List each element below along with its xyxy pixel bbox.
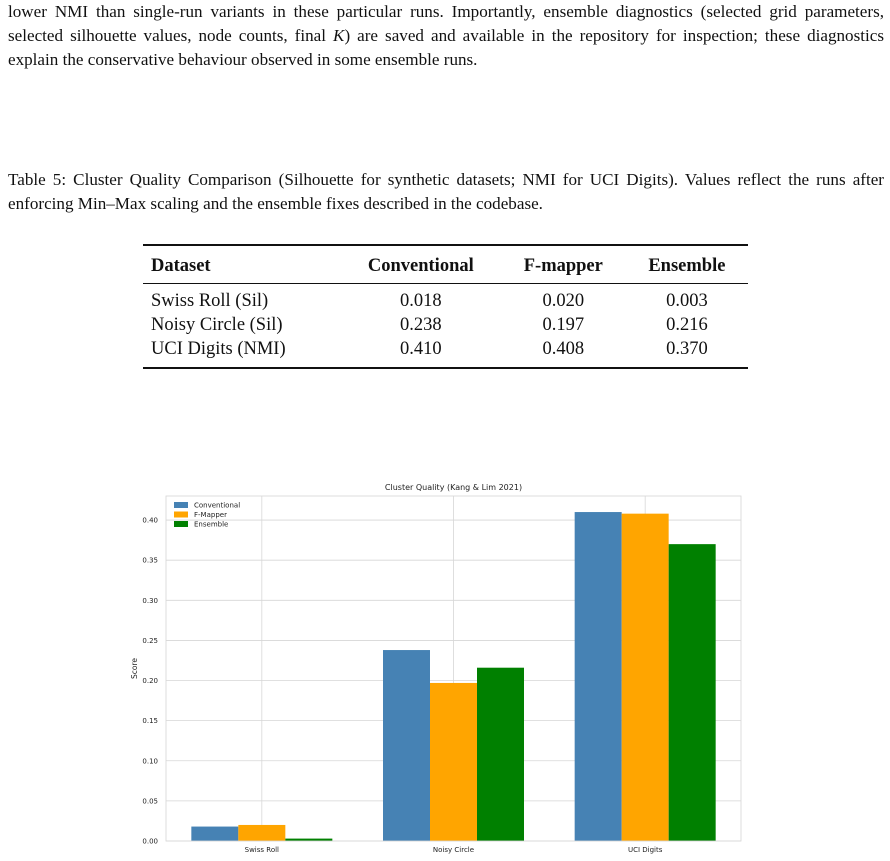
table-cell: 0.020: [542, 291, 585, 311]
table-cell: 0.238: [400, 315, 442, 335]
header-conventional: Conventional: [341, 245, 501, 284]
table-cell: 0.216: [666, 315, 708, 335]
y-tick-label: 0.20: [142, 677, 158, 686]
body-paragraph: [8, 0, 884, 72]
table-cell: 0.410: [400, 339, 442, 359]
table-cell: 0.003: [666, 291, 708, 311]
table-cell: UCI Digits (NMI): [151, 339, 286, 359]
y-tick-label: 0.35: [142, 556, 158, 565]
legend-label: Conventional: [194, 501, 241, 510]
table-cell: 0.197: [542, 315, 585, 335]
table-cell: 0.408: [542, 339, 585, 359]
header-dataset: Dataset: [143, 245, 341, 284]
y-tick-label: 0.25: [142, 636, 158, 645]
cluster-quality-chart: [0, 470, 890, 861]
y-tick-label: 0.15: [142, 717, 158, 726]
paragraph-k-variable: K: [333, 26, 345, 45]
bar-f-mapper: [622, 514, 669, 841]
legend-swatch: [174, 512, 188, 518]
bar-conventional: [191, 827, 238, 841]
legend-label: F-Mapper: [194, 511, 227, 519]
x-tick-label: UCI Digits: [627, 846, 663, 854]
header-ensemble: Ensemble: [626, 245, 748, 284]
bar-ensemble: [669, 544, 716, 841]
y-tick-label: 0.05: [142, 797, 158, 806]
bar-conventional: [383, 650, 430, 841]
legend-label: Ensemble: [194, 520, 229, 529]
bar-f-mapper: [430, 683, 477, 841]
paragraph-text-1: lower NMI than single-run variants in these particular runs. Importantly, ensemble diagnostics (selected grid parameters, selected silhouette values, node counts, final: [8, 2, 884, 45]
legend-swatch: [174, 521, 188, 527]
legend-swatch: [174, 502, 188, 508]
paragraph-text-2: ) are saved and available in the repository for inspection; these diagnostics explain the conservative behaviour observed in some ensemble runs.: [8, 26, 884, 69]
bar-f-mapper: [238, 825, 285, 841]
y-tick-label: 0.00: [142, 837, 158, 846]
chart-title: Cluster Quality (Kang & Lim 2021): [384, 483, 523, 492]
results-table: [143, 244, 748, 369]
bar-conventional: [575, 512, 622, 841]
table-row: [143, 284, 748, 314]
table-cell: Noisy Circle (Sil): [151, 315, 283, 335]
y-tick-label: 0.30: [142, 596, 158, 605]
table-caption: Table 5: Cluster Quality Comparison (Silhouette for synthetic datasets; NMI for UCI Digits). Values reflect the runs after enforcing Min–Max scaling and the ensemble fixes described in the codebase.: [8, 170, 884, 213]
y-tick-label: 0.40: [142, 516, 158, 525]
x-tick-label: Noisy Circle: [432, 846, 475, 854]
header-fmapper: F-mapper: [501, 245, 626, 284]
y-axis-label: Score: [130, 657, 139, 680]
table-row: [143, 313, 748, 337]
table-cell: 0.370: [666, 339, 708, 359]
bar-ensemble: [477, 668, 524, 841]
table-cell: 0.018: [400, 291, 442, 311]
x-tick-label: Swiss Roll: [244, 846, 280, 854]
y-tick-label: 0.10: [142, 757, 158, 766]
table-cell: Swiss Roll (Sil): [151, 291, 269, 311]
table-row: [143, 337, 748, 368]
table-header-row: [143, 245, 748, 284]
